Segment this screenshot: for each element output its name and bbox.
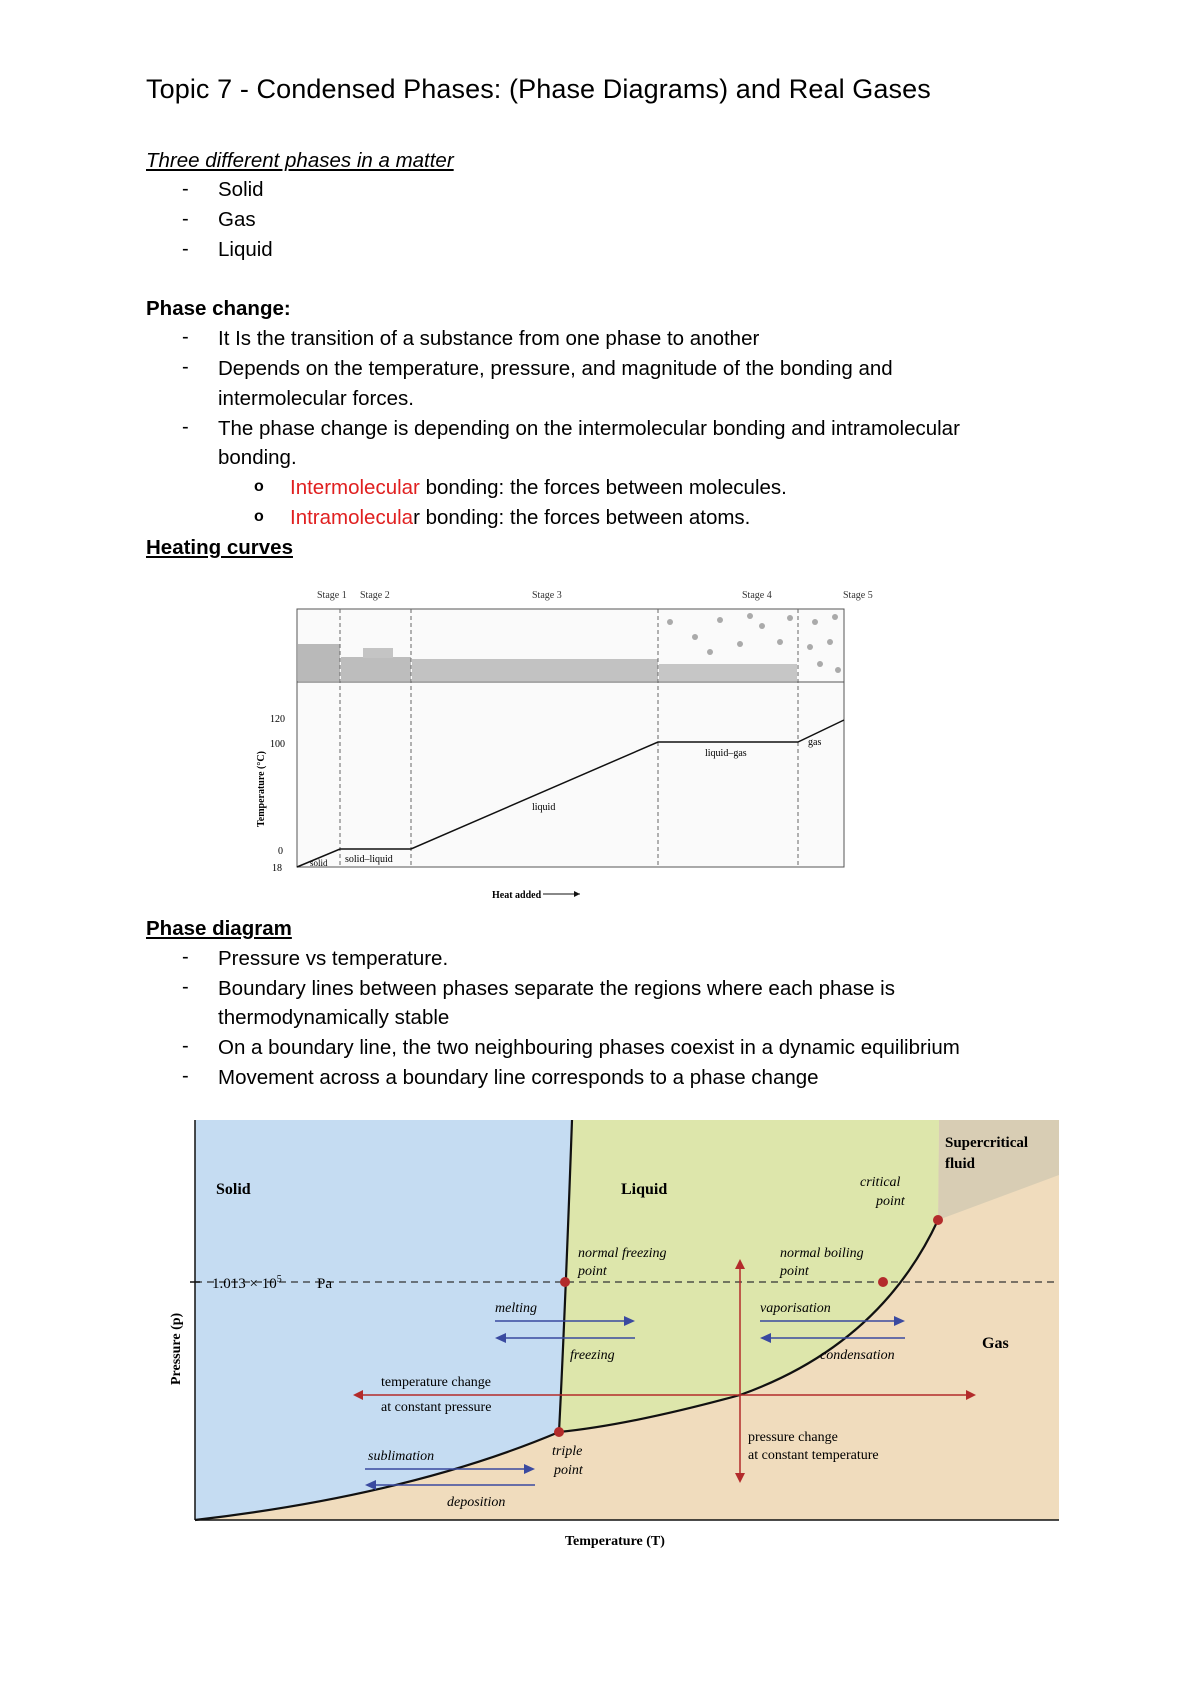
melting-label: melting bbox=[495, 1301, 537, 1316]
critical-point-label: point bbox=[876, 1194, 905, 1209]
phase-change-item-cont: bonding. bbox=[218, 446, 297, 469]
vaporisation-label: vaporisation bbox=[760, 1301, 831, 1316]
stage-label: Stage 4 bbox=[742, 590, 772, 601]
melting-molecules-top bbox=[363, 648, 393, 658]
phase-change-item-cont: intermolecular forces. bbox=[218, 387, 414, 410]
deposition-label: deposition bbox=[447, 1495, 506, 1510]
term-definition: r bonding: the forces between atoms. bbox=[413, 506, 751, 529]
region-label-gas: gas bbox=[808, 737, 822, 748]
bullet-circle: o bbox=[254, 508, 264, 525]
sublimation-label: sublimation bbox=[368, 1449, 435, 1464]
bullet-dash: - bbox=[182, 946, 189, 968]
y-axis-label: Temperature (°C) bbox=[256, 751, 267, 827]
bullet-dash: - bbox=[182, 208, 189, 230]
region-label-solid-liquid: solid–liquid bbox=[345, 854, 393, 865]
bullet-dash: - bbox=[182, 416, 189, 438]
stage-label: Stage 3 bbox=[532, 590, 562, 601]
condensation-label: condensation bbox=[820, 1348, 895, 1363]
boiling-point-label: point bbox=[780, 1264, 809, 1279]
phase-diagram-item-cont: thermodynamically stable bbox=[218, 1006, 450, 1029]
pressure-change-label: at constant temperature bbox=[748, 1448, 879, 1463]
region-label-gas: Gas bbox=[982, 1335, 1009, 1352]
normal-boiling-point bbox=[878, 1277, 888, 1287]
phase-diagram-item: Boundary lines between phases separate the regions where each phase is bbox=[218, 977, 895, 1000]
y-tick: 120 bbox=[270, 714, 285, 725]
phase-item-gas: Gas bbox=[218, 208, 256, 231]
liquid-molecules bbox=[412, 659, 658, 681]
region-label-solid: solid bbox=[310, 858, 328, 868]
pressure-value bbox=[212, 1274, 282, 1292]
y-tick: 18 bbox=[272, 863, 282, 874]
bullet-dash: - bbox=[182, 976, 189, 998]
phase-diagram-heading: Phase diagram bbox=[146, 917, 292, 940]
bullet-dash: - bbox=[182, 178, 189, 200]
red-term: Intermolecular bbox=[290, 476, 420, 499]
sub-item-intramolecular bbox=[290, 503, 750, 533]
region-label-liquid: Liquid bbox=[621, 1181, 668, 1198]
red-term: Intramolecula bbox=[290, 506, 414, 529]
bullet-dash: - bbox=[182, 1035, 189, 1057]
pressure-exponent: 5 bbox=[276, 1274, 282, 1285]
triple-point-label: point bbox=[554, 1463, 583, 1478]
bullet-dash: - bbox=[182, 356, 189, 378]
region-label-supercritical: Supercritical bbox=[945, 1135, 1029, 1151]
bullet-dash: - bbox=[182, 326, 189, 348]
x-axis-label: Temperature (T) bbox=[565, 1534, 665, 1549]
boiling-point-label: normal boiling bbox=[780, 1246, 864, 1261]
melting-molecules bbox=[341, 657, 411, 681]
triple-point-label: triple bbox=[552, 1444, 583, 1459]
page-title: Topic 7 - Condensed Phases: (Phase Diagrams) and Real Gases bbox=[146, 74, 931, 104]
region-label-liquid-gas: liquid–gas bbox=[705, 748, 747, 759]
stage-label: Stage 1 bbox=[317, 590, 347, 601]
phase-diagram-figure bbox=[160, 1115, 1070, 1555]
freezing-point-label: point bbox=[578, 1264, 607, 1279]
graph-frame bbox=[297, 682, 844, 867]
freezing-label: freezing bbox=[570, 1348, 615, 1363]
term-definition: bonding: the forces between molecules. bbox=[419, 476, 787, 499]
bullet-circle: o bbox=[254, 478, 264, 495]
phase-change-item: The phase change is depending on the intermolecular bonding and intramolecular bbox=[218, 417, 960, 440]
region-label-fluid: fluid bbox=[945, 1156, 976, 1172]
stage-label: Stage 5 bbox=[843, 590, 873, 601]
phases-heading: Three different phases in a matter bbox=[146, 149, 454, 172]
y-tick: 100 bbox=[270, 739, 285, 750]
phase-diagram-item: Pressure vs temperature. bbox=[218, 947, 449, 970]
phase-diagram-item: On a boundary line, the two neighbouring phases coexist in a dynamic equilibrium bbox=[218, 1036, 960, 1059]
solid-molecules bbox=[298, 644, 340, 681]
freezing-point-label: normal freezing bbox=[578, 1246, 667, 1261]
sub-item-intermolecular bbox=[290, 473, 787, 503]
phase-item-solid: Solid bbox=[218, 178, 264, 201]
y-axis-label: Pressure (p) bbox=[169, 1312, 184, 1385]
temp-change-label: temperature change bbox=[381, 1375, 491, 1390]
bullet-dash: - bbox=[182, 238, 189, 260]
phase-diagram-item: Movement across a boundary line corresponds to a phase change bbox=[218, 1066, 819, 1089]
y-tick: 0 bbox=[278, 846, 283, 857]
critical-point bbox=[933, 1215, 943, 1225]
x-axis-label: Heat added bbox=[492, 890, 542, 901]
region-label-solid: Solid bbox=[216, 1181, 251, 1198]
normal-freezing-point bbox=[560, 1277, 570, 1287]
triple-point bbox=[554, 1427, 564, 1437]
bullet-dash: - bbox=[182, 1065, 189, 1087]
critical-point-label: critical bbox=[860, 1175, 901, 1190]
pressure-unit: Pa bbox=[317, 1276, 332, 1292]
heating-curve-figure bbox=[250, 582, 900, 902]
stage-label: Stage 2 bbox=[360, 590, 390, 601]
pressure-change-label: pressure change bbox=[748, 1430, 838, 1445]
phase-item-liquid: Liquid bbox=[218, 238, 273, 261]
temp-change-label: at constant pressure bbox=[381, 1400, 492, 1415]
boiling-molecules bbox=[659, 664, 797, 681]
region-label-liquid: liquid bbox=[532, 802, 556, 813]
phase-change-item: Depends on the temperature, pressure, and magnitude of the bonding and bbox=[218, 357, 893, 380]
phase-change-heading: Phase change: bbox=[146, 297, 291, 320]
heating-curves-heading: Heating curves bbox=[146, 536, 293, 559]
x-axis-arrowhead bbox=[574, 891, 580, 897]
phase-change-item: It Is the transition of a substance from one phase to another bbox=[218, 327, 760, 350]
pressure-mantissa: 1.013 × 10 bbox=[212, 1276, 277, 1292]
